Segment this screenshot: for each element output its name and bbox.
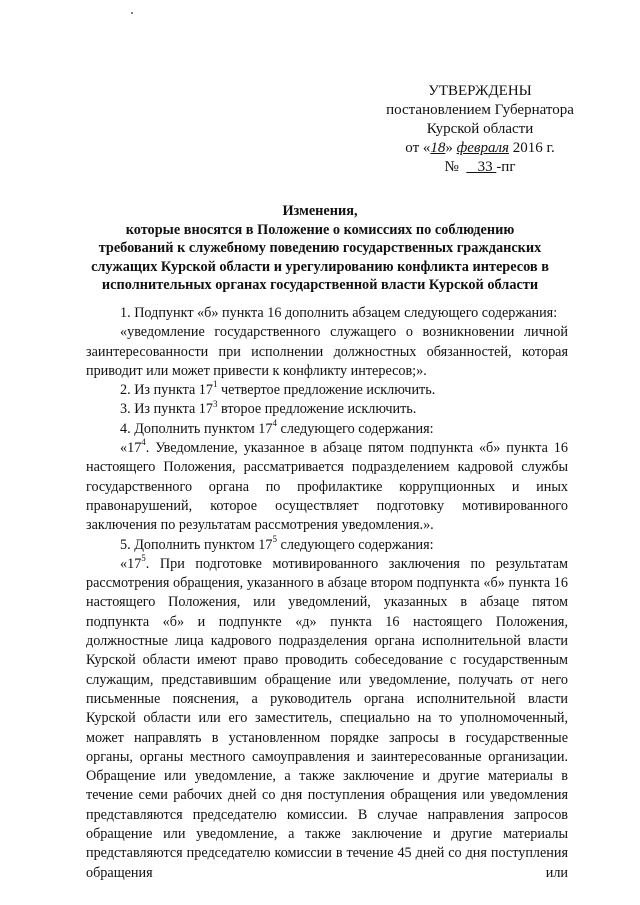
approval-stamp-block (370, 82, 590, 177)
approval-heading: УТВЕРЖДЕНЫ (428, 83, 532, 99)
scan-speck (131, 12, 133, 14)
approval-date-line: от «18» февраля 2016 г. (405, 140, 555, 156)
approval-month: февраля (456, 140, 509, 156)
paragraph-4-quote: «$17^4$. Уведомление, указанное в абзаце пятом подпункта «б» пункта 16 настоящего Положения, рассматривается подразделением кадровой службы государственного органа по профилактике коррупционных и иных правонарушений, которое осуществляет подготовку мотивированного заключения по результатам рассмотрения уведомления.». (86, 437, 568, 534)
paragraph-2: 2. Из пункта $17^1$ четвертое предложение исключить. (120, 379, 436, 399)
paragraph-5-quote: «$17^5$. При подготовке мотивированного заключения по результатам рассмотрения обращения, указанного в абзаце втором подпункта «б» пункта 16 настоящего Положения, или уведомлений, указанных в абзаце пятом подпункта «б» и подпункте «д» пункта 16 настоящего Положения, должностные лица кадрового подразделения органа исполнительной власти Курской области имеют право проводить собеседование с государственным служащим, представившим обращение или уведомление, получать от него письменные пояснения, а руководитель органа исполнительной власти Курской области или его заместитель, специально на то уполномоченный, может направлять в установленном порядке запросы в государственные органы, органы местного самоуправления и заинтересованные организации. Обращение или уведомление, а также заключение и другие материалы в течение семи рабочих дней со дня поступления обращения или уведомления представляются председателю комиссии. В случае направления запросов обращение или уведомление, а также заключение и другие материалы представляются председателю комиссии в течение 45 дней со дня поступления обращения или (86, 553, 568, 881)
approval-day: 18 (430, 140, 446, 156)
paragraph-1-quote: «уведомление государственного служащего о возникновении личной заинтересованности при исполнении должностных обязанностей, которая приводит или может привести к конфликту интересов;». (86, 324, 568, 379)
approval-number-line: № 33 -пг (444, 159, 516, 175)
paragraph-1: 1. Подпункт «б» пункта 16 дополнить абзацем следующего содержания: (120, 305, 558, 321)
document-body (86, 304, 568, 883)
paragraph-3: 3. Из пункта $17^3$ второе предложение исключить. (120, 398, 417, 418)
paragraph-5: 5. Дополнить пунктом $17^5$ следующего содержания: (120, 533, 434, 553)
paragraph-4: 4. Дополнить пунктом $17^4$ следующего содержания: (120, 418, 434, 437)
approval-region-line: Курской области (426, 121, 534, 137)
approval-number: 33 (477, 159, 493, 175)
document-title: Изменения, которые вносятся в Положение о комиссиях по соблюдению требований к служебному поведению государственных гражданских служащих Курской области и урегулированию конфликта интересов в исполнительных органах государственной власти Курской области (91, 203, 549, 293)
approval-decree-line: постановлением Губернатора (386, 102, 574, 118)
